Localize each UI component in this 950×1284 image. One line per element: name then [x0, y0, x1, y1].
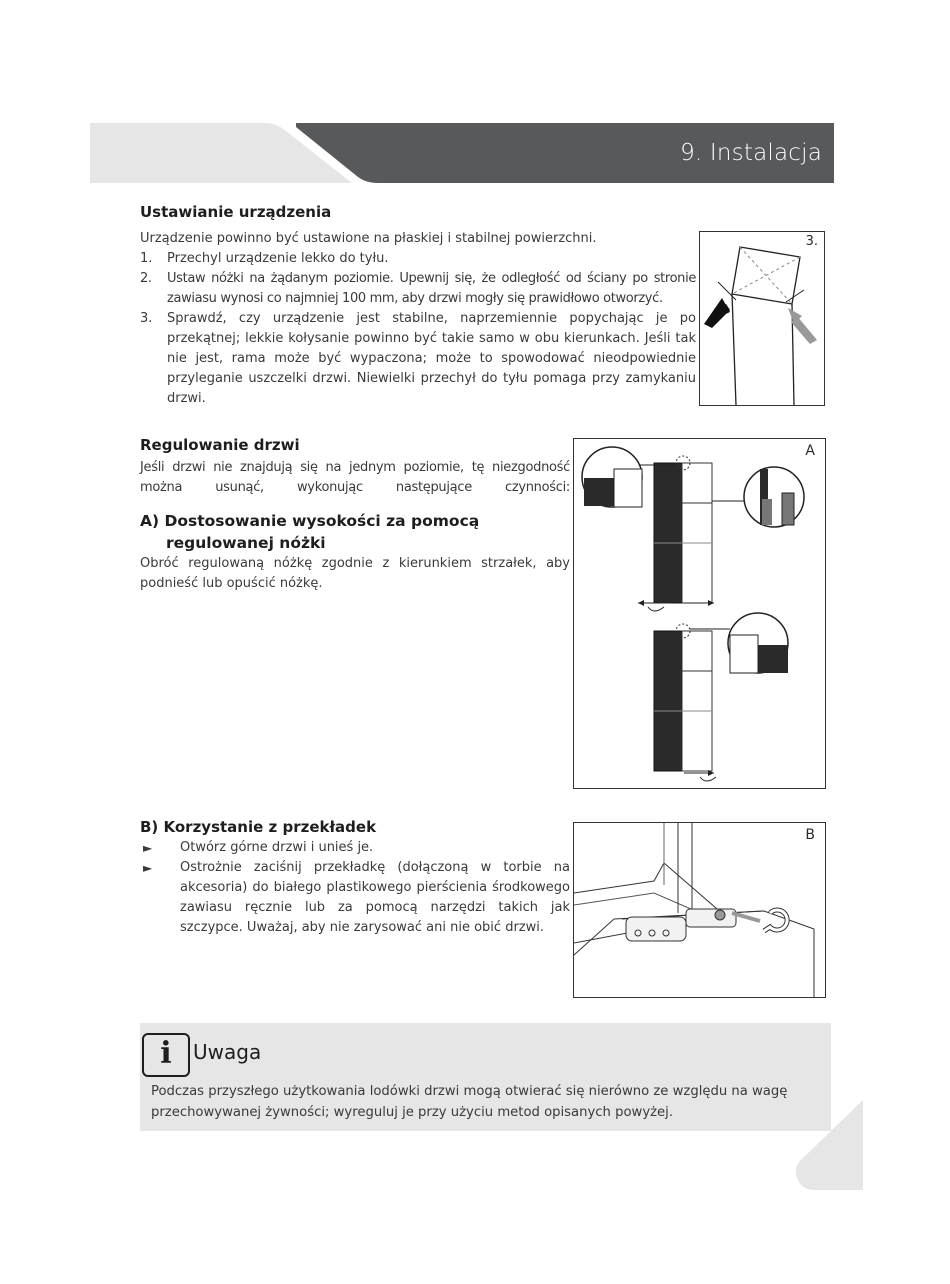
note-text: Podczas przyszłego użytkowania lodówki drzwi mogą otwierać się nierówno ze względu na wagę przechowywanej żywności; wyreguluj je przy użyciu metod opisanych powyżej.	[151, 1084, 788, 1120]
section-heading-door-adjust: Regulowanie drzwi	[140, 436, 300, 454]
fridge-tilt-illustration	[700, 232, 824, 405]
figure-label: A	[805, 443, 815, 459]
spacers-body	[140, 838, 570, 938]
figure-label: 3.	[805, 234, 818, 249]
info-icon-glyph: i	[160, 1036, 172, 1071]
list-item	[140, 269, 696, 309]
step-text: Ustaw nóżki na żądanym poziomie. Upewnij się, że odległość od ściany po stronie zawiasu wynosi co najmniej 100 mm, aby drzwi mogły się prawidłowo otworzyć.	[167, 271, 696, 306]
page-corner-tab	[795, 1100, 863, 1190]
list-item	[140, 858, 570, 938]
figure-adjustable-foot	[573, 438, 826, 789]
figure-tilt-stability	[699, 231, 825, 406]
list-item	[140, 309, 696, 409]
bullet-arrow-icon: ►	[143, 841, 153, 855]
bullet-text: Ostrożnie zaciśnij przekładkę (dołączoną w torbie na akcesoria) do białego plastikowego pierścienia środkowego zawiasu ręcznie lub za pomocą narzędzi takich jak szczypce. Uważaj, aby nie zarysować ani nie obić drzwi.	[180, 860, 570, 935]
step-number: 1.	[140, 251, 153, 266]
section-heading-spacers: B) Korzystanie z przekładek	[140, 818, 377, 836]
step-number: 3.	[140, 311, 153, 326]
sub-a-text: Obróć regulowaną nóżkę zgodnie z kierunkiem strzałek, aby podnieść lub opuścić nóżkę.	[140, 556, 570, 591]
sub-heading-a-line1: A) Dostosowanie wysokości za pomocą	[140, 512, 480, 530]
section-heading-setup: Ustawianie urządzenia	[140, 203, 332, 221]
hinge-spacer-illustration	[574, 823, 825, 997]
note-title: Uwaga	[193, 1040, 262, 1064]
setup-intro: Urządzenie powinno być ustawione na płaskiej i stabilnej powierzchni.	[140, 231, 597, 246]
spacers-list	[140, 838, 570, 938]
setup-steps	[140, 249, 696, 409]
step-text: Sprawdź, czy urządzenie jest stabilne, naprzemiennie popychając je po przekątnej; lekkie kołysanie powinno być takie samo w obu kierunkach. Jeśli tak nie jest, rama może być wypaczona; może to spowodować nieodpowiednie przyleganie uszczelki drzwi. Niewielki przechył do tyłu pomaga przy zamykaniu drzwi.	[167, 311, 696, 406]
bullet-text: Otwórz górne drzwi i unieś je.	[180, 840, 374, 855]
page-title: 9. Instalacja	[680, 140, 822, 166]
step-number: 2.	[140, 271, 152, 286]
sub-heading-a-line2: regulowanej nóżki	[166, 534, 326, 552]
figure-spacer-hinge	[573, 822, 826, 998]
step-text: Przechyl urządzenie lekko do tyłu.	[167, 251, 389, 266]
door-level-illustration	[574, 439, 825, 788]
door-adjust-intro: Jeśli drzwi nie znajdują się na jednym poziomie, tę niezgodność można usunąć, wykonując następujące czynności:	[140, 460, 570, 495]
list-item	[140, 838, 570, 858]
figure-label: B	[805, 827, 815, 843]
bullet-arrow-icon: ►	[143, 861, 153, 875]
info-icon	[142, 1033, 190, 1077]
section-setup-body	[140, 229, 696, 409]
list-item	[140, 249, 696, 269]
